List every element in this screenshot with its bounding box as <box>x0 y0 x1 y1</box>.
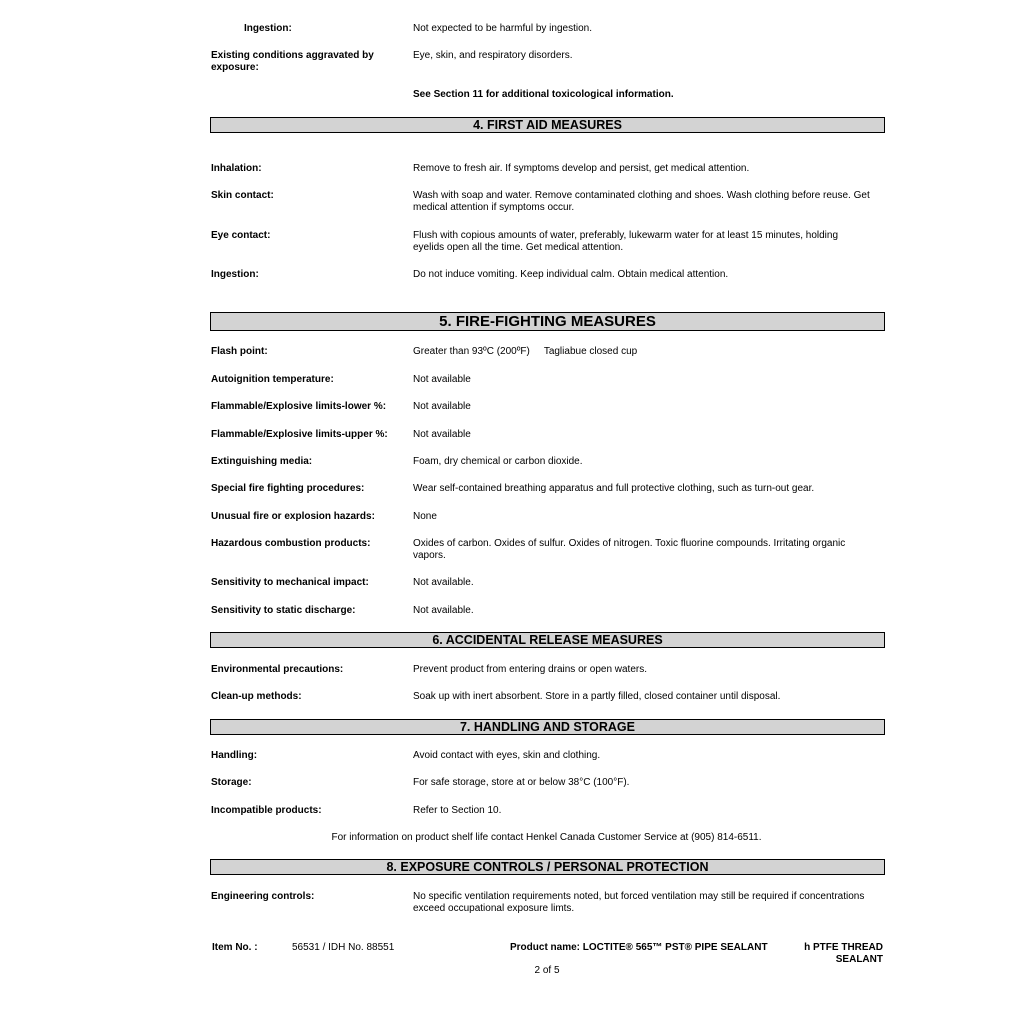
sec6-row-value: Prevent product from entering drains or open waters. <box>413 664 648 675</box>
ingestion-label: Ingestion: <box>244 23 292 34</box>
engineering-controls-label: Engineering controls: <box>211 891 315 902</box>
sec4-row-value: Wash with soap and water. Remove contaminated clothing and shoes. Wash clothing before reuse. Get medical attention if symptoms occur. <box>413 190 870 213</box>
sec7-row-value: Avoid contact with eyes, skin and clothing. <box>413 750 601 761</box>
sec4-row-value: Remove to fresh air. If symptoms develop and persist, get medical attention. <box>413 163 750 174</box>
sec4-row-label: Inhalation: <box>211 163 262 174</box>
section-4-header: 4. FIRST AID MEASURES <box>210 117 885 133</box>
flash-point-method: Tagliabue closed cup <box>543 346 638 357</box>
page-number: 2 of 5 <box>534 965 560 976</box>
sec5-row-value: Not available. <box>413 577 474 588</box>
sec5-row-value: None <box>413 511 437 522</box>
sec4-row-value: Do not induce vomiting. Keep individual calm. Obtain medical attention. <box>413 269 729 280</box>
existing-conditions-value: Eye, skin, and respiratory disorders. <box>413 50 573 61</box>
sec7-row-value: For safe storage, store at or below 38°C (100°F). <box>413 777 630 788</box>
section-5-header: 5. FIRE-FIGHTING MEASURES <box>210 312 885 331</box>
sec6-row-label: Environmental precautions: <box>211 664 344 675</box>
engineering-controls-value: No specific ventilation requirements noted, but forced ventilation may still be required if concentrations exceed occupational exposure limts. <box>413 891 865 914</box>
sec4-row-value: Flush with copious amounts of water, preferably, lukewarm water for at least 15 minutes, holding eyelids open all the time. Get medical attention. <box>413 230 839 253</box>
sec5-row-label: Sensitivity to static discharge: <box>211 605 356 616</box>
sec5-row-value: Oxides of carbon. Oxides of sulfur. Oxides of nitrogen. Toxic fluorine compounds. Irritating organic vapors. <box>413 538 846 561</box>
sec5-row-label: Special fire fighting procedures: <box>211 483 365 494</box>
sec7-row-value: Refer to Section 10. <box>413 805 502 816</box>
sec5-row-value: Foam, dry chemical or carbon dioxide. <box>413 456 583 467</box>
sec5-row-value: Wear self-contained breathing apparatus and full protective clothing, such as turn-out gear. <box>413 483 815 494</box>
sec6-row-label: Clean-up methods: <box>211 691 302 702</box>
sec7-row-label: Storage: <box>211 777 252 788</box>
shelf-life-note: For information on product shelf life contact Henkel Canada Customer Service at (905) 814-6511. <box>331 832 762 843</box>
section-6-header: 6. ACCIDENTAL RELEASE MEASURES <box>210 632 885 648</box>
sec4-row-label: Ingestion: <box>211 269 259 280</box>
sec7-row-label: Incompatible products: <box>211 805 322 816</box>
sec5-row-label: Hazardous combustion products: <box>211 538 371 549</box>
footer-product-name: Product name: LOCTITE® 565™ PST® PIPE SEALANT <box>510 942 768 953</box>
sec5-row-label: Sensitivity to mechanical impact: <box>211 577 369 588</box>
ingestion-value: Not expected to be harmful by ingestion. <box>413 23 592 34</box>
sec5-row-value: Not available. <box>413 605 474 616</box>
flash-point-temperature: Greater than 93ºC (200ºF) <box>413 346 530 357</box>
footer-product-tail: h PTFE THREAD SEALANT <box>804 942 883 965</box>
existing-conditions-label: Existing conditions aggravated by exposure: <box>211 50 374 73</box>
sec6-row-value: Soak up with inert absorbent. Store in a partly filled, closed container until disposal. <box>413 691 781 702</box>
footer-item-label: Item No. : <box>212 942 258 953</box>
sec5-row-label: Autoignition temperature: <box>211 374 334 385</box>
sec5-row-label: Flammable/Explosive limits-lower %: <box>211 401 387 412</box>
sec5-row-label: Unusual fire or explosion hazards: <box>211 511 375 522</box>
sec7-row-label: Handling: <box>211 750 258 761</box>
section-8-header: 8. EXPOSURE CONTROLS / PERSONAL PROTECTION <box>210 859 885 875</box>
flash-point-value <box>413 346 885 358</box>
sec4-row-label: Skin contact: <box>211 190 274 201</box>
flash-point-label: Flash point: <box>211 346 268 357</box>
sec4-row-label: Eye contact: <box>211 230 271 241</box>
sec5-row-value: Not available <box>413 429 471 440</box>
sec5-row-value: Not available <box>413 401 471 412</box>
sec5-row-label: Flammable/Explosive limits-upper %: <box>211 429 388 440</box>
sec5-row-label: Extinguishing media: <box>211 456 313 467</box>
section-7-header: 7. HANDLING AND STORAGE <box>210 719 885 735</box>
sec5-row-value: Not available <box>413 374 471 385</box>
footer-item-value: 56531 / IDH No. 88551 <box>292 942 395 953</box>
see-section-note: See Section 11 for additional toxicological information. <box>413 89 674 100</box>
